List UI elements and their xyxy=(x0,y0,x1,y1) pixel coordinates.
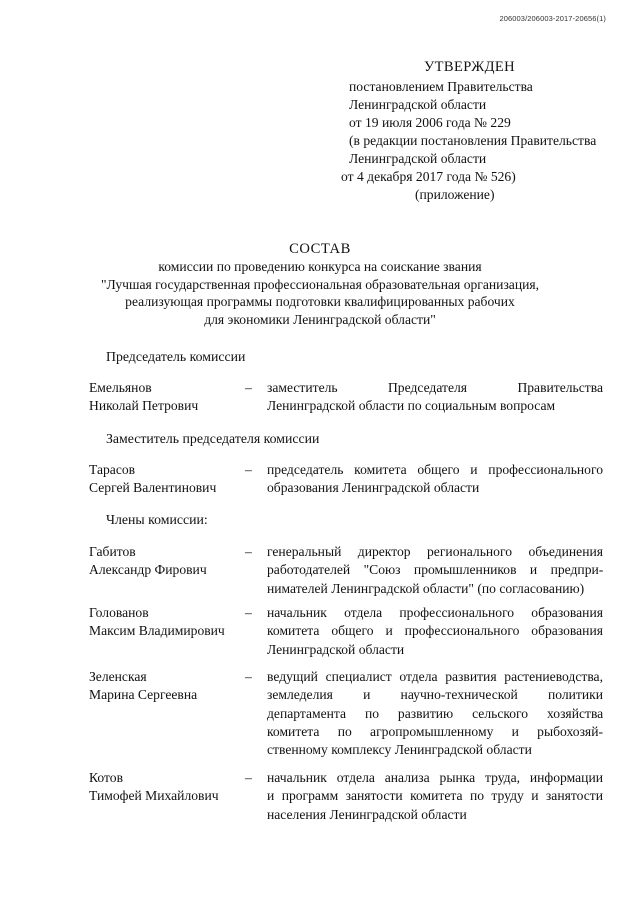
member-name xyxy=(89,461,216,498)
role-line: ведущий специалист отдела развития растениеводства, xyxy=(267,669,603,684)
role-line: населения Ленинградской области xyxy=(267,806,467,822)
member-name xyxy=(89,379,198,416)
role-line: комитета общего и профессионального образования xyxy=(267,623,603,639)
approval-line: от 19 июля 2006 года № 229 xyxy=(349,115,511,130)
member-role xyxy=(267,769,603,824)
dash: – xyxy=(245,669,252,684)
role-line: генеральный директор регионального объединения xyxy=(267,544,603,559)
role-line: председатель комитета общего и профессионального xyxy=(267,462,603,477)
subtitle-line: реализующая программы подготовки квалифицированных рабочих xyxy=(125,294,515,310)
approval-line: Ленинградской области xyxy=(349,97,487,112)
section-deputy: Заместитель председателя комиссии xyxy=(106,431,320,446)
dash: – xyxy=(245,544,252,559)
member-given-names: Николай Петрович xyxy=(89,398,199,414)
subtitle-line: для экономики Ленинградской области" xyxy=(204,311,436,327)
member-name xyxy=(89,668,197,705)
role-line: заместитель Председателя Правительства xyxy=(267,380,603,395)
dash: – xyxy=(245,605,252,620)
subtitle-line: "Лучшая государственная профессиональная образовательная организация, xyxy=(100,276,540,292)
member-name xyxy=(89,543,207,580)
member-given-names: Максим Владимирович xyxy=(89,623,225,639)
role-line: нимателей Ленинградской области" (по согласованию) xyxy=(267,580,585,596)
approval-line: (в редакции постановления Правительства xyxy=(349,133,597,148)
document-id: 206003/206003-2017-20656(1) xyxy=(499,14,606,23)
member-role xyxy=(267,604,603,659)
member-name xyxy=(89,604,225,641)
member-surname: Тарасов xyxy=(89,462,136,477)
document-title: СОСТАВ xyxy=(289,241,351,257)
section-chairman: Председатель комиссии xyxy=(106,349,246,364)
subtitle-line: комиссии по проведению конкурса на соискание звания xyxy=(158,259,482,274)
member-given-names: Марина Сергеевна xyxy=(89,687,198,703)
member-role xyxy=(267,461,603,498)
dash: – xyxy=(245,462,252,477)
member-given-names: Тимофей Михайлович xyxy=(89,788,219,804)
member-given-names: Александр Фирович xyxy=(89,562,207,578)
role-line: начальник отдела профессионального образования xyxy=(267,605,603,620)
member-role xyxy=(267,379,603,416)
member-given-names: Сергей Валентинович xyxy=(89,480,217,496)
approval-heading: УТВЕРЖДЕН xyxy=(424,59,516,75)
role-line: ственному комплексу Ленинградской области xyxy=(267,742,532,758)
role-line: департамента по развитию сельского хозяйства xyxy=(267,705,604,721)
member-surname: Зеленская xyxy=(89,669,147,684)
dash: – xyxy=(245,380,252,395)
role-line: образования Ленинградской области xyxy=(267,480,480,496)
role-line: начальник отдела анализа рынка труда, информации xyxy=(267,770,603,785)
role-line: комитета по агропромышленному и рыбохозяй- xyxy=(267,723,603,739)
approval-line: постановлением Правительства xyxy=(349,79,533,94)
member-name xyxy=(89,769,219,806)
document-subtitle xyxy=(0,258,640,328)
approval-line: Ленинградской области xyxy=(349,151,487,166)
member-role xyxy=(267,543,603,598)
role-line: работодателей "Союз промышленников и предпри- xyxy=(267,562,604,578)
role-line: земледелия и научно-технической политики xyxy=(267,687,603,703)
approval-line: от 4 декабря 2017 года № 526) xyxy=(341,169,516,184)
role-line: Ленинградской области xyxy=(267,641,405,657)
approval-line: (приложение) xyxy=(415,187,495,202)
member-surname: Котов xyxy=(89,770,123,785)
member-surname: Емельянов xyxy=(89,380,152,395)
section-members: Члены комиссии: xyxy=(106,512,208,527)
role-line: и программ занятости комитета по труду и занятости xyxy=(267,788,603,804)
member-surname: Габитов xyxy=(89,544,136,559)
dash: – xyxy=(245,770,252,785)
role-line: Ленинградской области по социальным вопросам xyxy=(267,398,556,414)
member-surname: Голованов xyxy=(89,605,149,620)
member-role xyxy=(267,668,603,759)
